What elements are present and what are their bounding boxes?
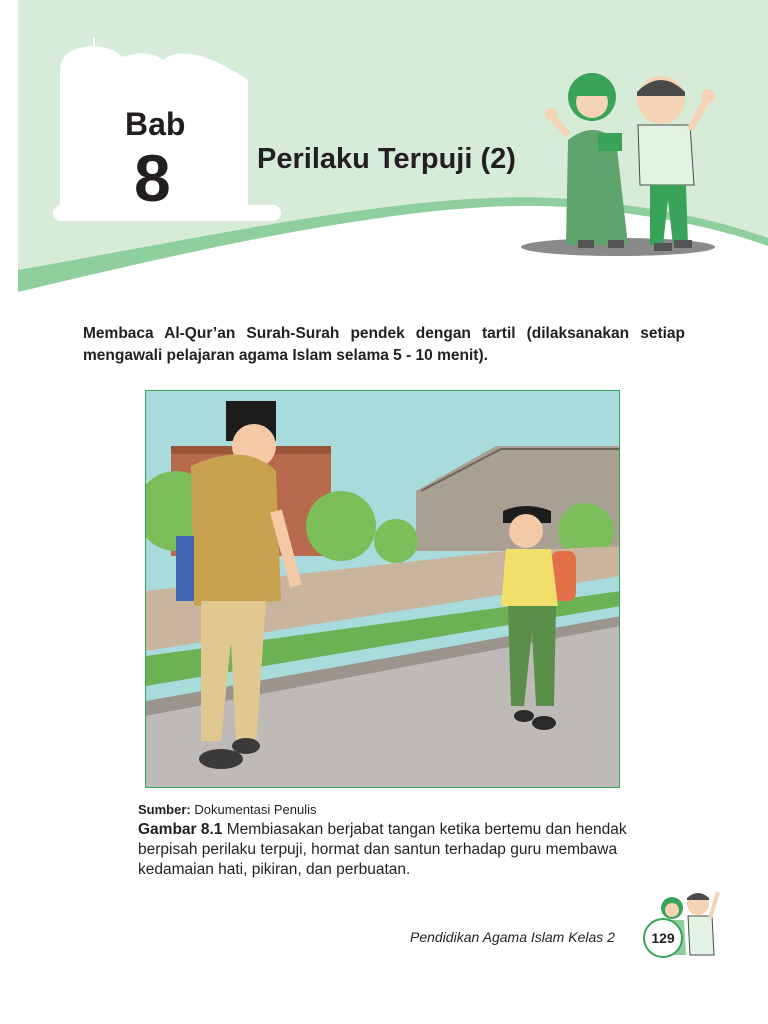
chapter-label: Bab	[125, 106, 186, 142]
source-value: Dokumentasi Penulis	[194, 802, 317, 817]
source-label: Sumber:	[138, 802, 191, 817]
chapter-title: Perilaku Terpuji (2)	[257, 143, 516, 175]
footer-book-title: Pendidikan Agama Islam Kelas 2	[410, 929, 615, 945]
page-number: 129	[651, 930, 675, 946]
intro-instruction: Membaca Al-Qur’an Surah-Surah pendek dengan tartil (dilaksanakan setiap mengawali pelajaran agama Islam selama 5 - 10 menit).	[83, 325, 685, 364]
figure-caption	[138, 820, 628, 880]
teacher-student-street-scene	[146, 391, 620, 788]
caption-text: Membiasakan berjabat tangan ketika bertemu dan hendak berpisah perilaku terpuji, hormat dan santun terhadap guru membawa kedamaian hati, pikiran, dan perbuatan.	[138, 821, 627, 878]
page-number-badge	[643, 918, 683, 958]
figure-illustration	[145, 390, 620, 788]
caption-label: Gambar 8.1	[138, 821, 223, 838]
figure-source	[138, 802, 316, 817]
chapter-number: 8	[134, 141, 171, 215]
